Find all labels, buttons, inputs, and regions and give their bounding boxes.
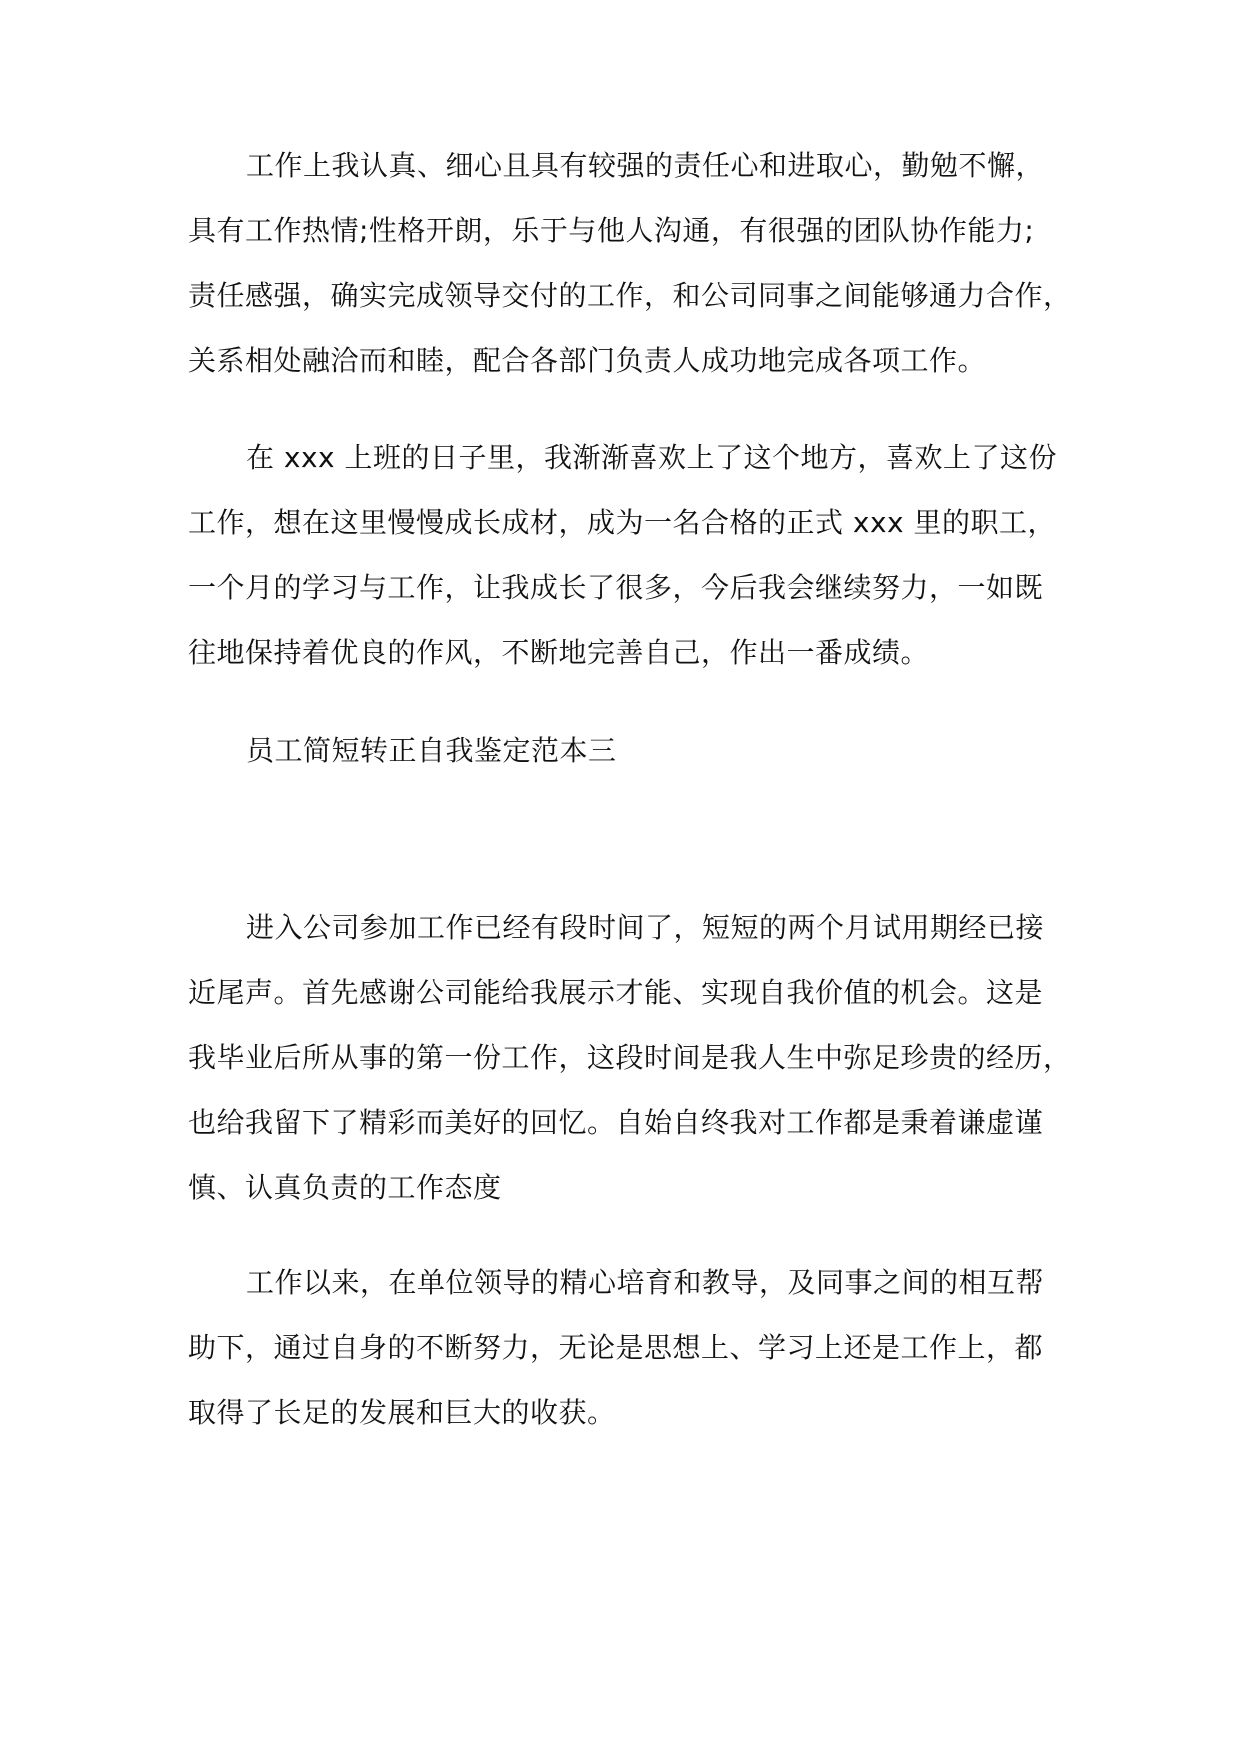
text-line: 工作上我认真、细心且具有较强的责任心和进取心，勤勉不懈， xyxy=(246,149,1045,182)
text-line: 关系相处融洽而和睦，配合各部门负责人成功地完成各项工作。 xyxy=(188,344,987,377)
text-line: 责任感强，确实完成领导交付的工作，和公司同事之间能够通力合作， xyxy=(188,279,1072,312)
text-line: 助下，通过自身的不断努力，无论是思想上、学习上还是工作上，都 xyxy=(188,1331,1044,1364)
text-line: 近尾声。首先感谢公司能给我展示才能、实现自我价值的机会。这是 xyxy=(188,976,1044,1009)
paragraph-achievements xyxy=(188,1250,1068,1445)
text-line: 取得了长足的发展和巨大的收获。 xyxy=(188,1396,616,1429)
text-line: 一个月的学习与工作，让我成长了很多，今后我会继续努力，一如既 xyxy=(188,571,1044,604)
text-line: 工作，想在这里慢慢成长成材，成为一名合格的正式 xxx 里的职工， xyxy=(188,506,1057,539)
section-heading xyxy=(188,718,1068,783)
section-title: 员工简短转正自我鉴定范本三 xyxy=(246,734,617,767)
paragraph-introduction xyxy=(188,895,1072,1220)
text-line: 进入公司参加工作已经有段时间了，短短的两个月试用期经已接 xyxy=(246,911,1045,944)
text-line: 工作以来，在单位领导的精心培育和教导，及同事之间的相互帮 xyxy=(246,1266,1045,1299)
paragraph-work-attitude xyxy=(188,133,1072,393)
text-line: 也给我留下了精彩而美好的回忆。自始自终我对工作都是秉着谦虚谨 xyxy=(188,1106,1044,1139)
text-line: 具有工作热情;性格开朗，乐于与他人沟通，有很强的团队协作能力; xyxy=(188,214,1035,247)
text-line: 往地保持着优良的作风，不断地完善自己，作出一番成绩。 xyxy=(188,636,930,669)
paragraph-growth xyxy=(188,425,1068,685)
text-line: 慎、认真负责的工作态度 xyxy=(188,1171,502,1204)
text-line: 我毕业后所从事的第一份工作，这段时间是我人生中弥足珍贵的经历， xyxy=(188,1041,1072,1074)
text-line: 在 xxx 上班的日子里，我渐渐喜欢上了这个地方，喜欢上了这份 xyxy=(246,441,1058,474)
